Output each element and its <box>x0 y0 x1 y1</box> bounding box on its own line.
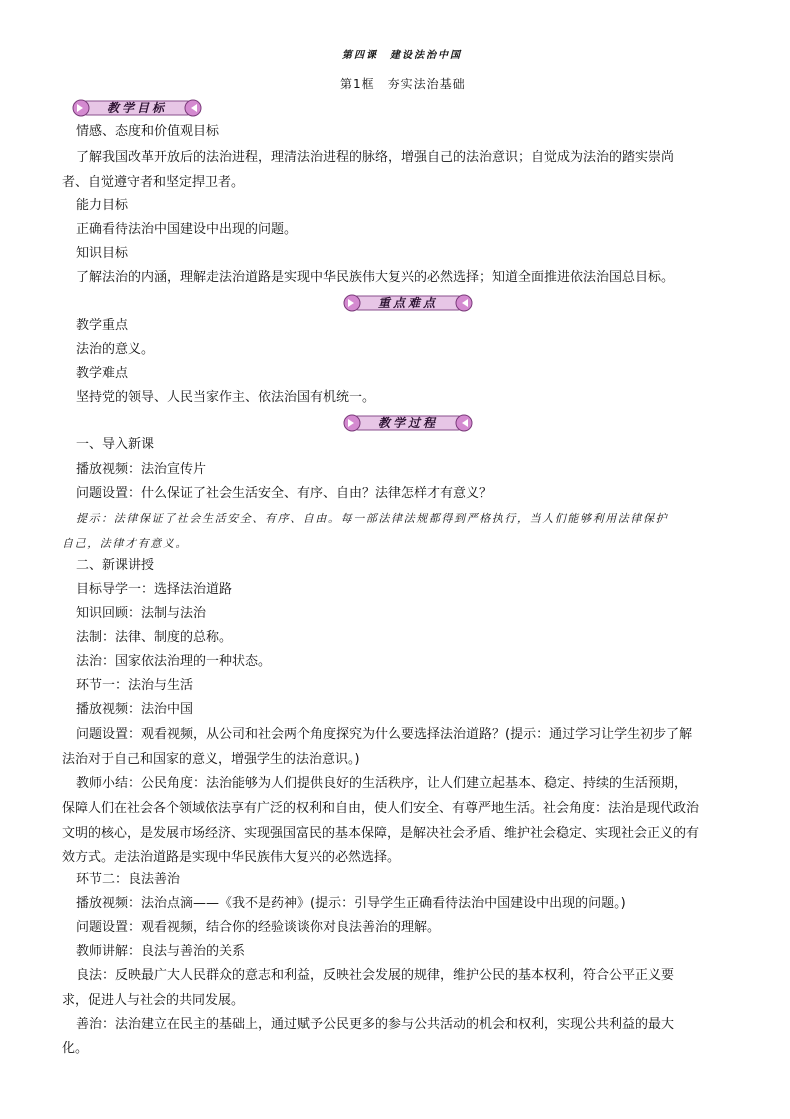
link-one-question-1: 问题设置：观看视频，从公司和社会两个角度探究为什么要选择法治道路？(提示：通过学习让学生初步了解 <box>76 727 693 742</box>
focus-heading: 教学重点 <box>76 318 129 333</box>
difficulty-heading: 教学难点 <box>76 366 129 381</box>
good-governance-2: 化。 <box>62 1041 89 1056</box>
teacher-summary-4: 效方式。走法治道路是实现中华民族伟大复兴的必然选择。 <box>62 850 401 865</box>
knowledge-review: 知识回顾：法制与法治 <box>76 606 207 621</box>
teacher-summary-2: 保障人们在社会各个领域依法享有广泛的权利和自由，使人们安全、有尊严地生活。社会角度：法治是现代政治 <box>62 801 700 816</box>
intro-question: 问题设置：什么保证了社会生活安全、有序、自由？法律怎样才有意义？ <box>76 486 493 501</box>
knowledge-text: 了解法治的内涵，理解走法治道路是实现中华民族伟大复兴的必然选择；知道全面推进依法治国总目标。 <box>76 270 675 285</box>
link-one-question-2: 法治对于自己和国家的意义，增强学生的法治意识。) <box>62 752 360 767</box>
section-intro: 一、导入新课 <box>76 437 155 452</box>
focus-text: 法治的意义。 <box>76 342 155 357</box>
banner-teaching-process <box>343 414 473 432</box>
link-two-video: 播放视频：法治点滴——《我不是药神》(提示：引导学生正确看待法治中国建设中出现的问题。) <box>76 896 626 911</box>
banner-teaching-goals <box>72 99 202 117</box>
teacher-summary-1: 教师小结：公民角度：法治能够为人们提供良好的生活秩序，让人们建立起基本、稳定、持续的生活预期， <box>76 776 688 791</box>
teacher-summary-3: 文明的核心，是发展市场经济、实现强国富民的基本保障，是解决社会矛盾、维护社会稳定、实现社会正义的有 <box>62 826 700 841</box>
ability-heading: 能力目标 <box>76 198 129 213</box>
link-one-video: 播放视频：法治中国 <box>76 702 194 717</box>
banner-key-points <box>343 294 473 312</box>
good-law-1: 良法：反映最广大人民群众的意志和利益，反映社会发展的规律，维护公民的基本权利，符合公平正义要 <box>76 968 675 983</box>
emotion-text-1: 了解我国改革开放后的法治进程，理清法治进程的脉络，增强自己的法治意识；自觉成为法治的踏实崇尚 <box>76 150 675 165</box>
teacher-lecture: 教师讲解：良法与善治的关系 <box>76 944 246 959</box>
fazhi-system-def: 法制：法律、制度的总称。 <box>76 630 233 645</box>
intro-hint-1: 提示：法律保证了社会生活安全、有序、自由。每一部法律法规都得到严格执行，当人们能够利用法律保护 <box>76 512 669 525</box>
goal-one: 目标导学一：选择法治道路 <box>76 582 233 597</box>
intro-video: 播放视频：法治宣传片 <box>76 462 207 477</box>
lesson-title: 第四课 建设法治中国 <box>342 50 462 61</box>
good-governance-1: 善治：法治建立在民主的基础上，通过赋予公民更多的参与公共活动的机会和权利，实现公共利益的最大 <box>76 1017 675 1032</box>
good-law-2: 求，促进人与社会的共同发展。 <box>62 993 245 1008</box>
fazhi-rule-def: 法治：国家依法治理的一种状态。 <box>76 654 272 669</box>
difficulty-text: 坚持党的领导、人民当家作主、依法治国有机统一。 <box>76 390 376 405</box>
intro-hint-2: 自己，法律才有意义。 <box>62 537 188 550</box>
banner-label: 重点难点 <box>377 296 438 310</box>
link-two-question: 问题设置：观看视频，结合你的经验谈谈你对良法善治的理解。 <box>76 920 441 935</box>
section-title: 第1框 夯实法治基础 <box>340 77 466 91</box>
banner-label: 教学目标 <box>106 101 167 115</box>
link-one: 环节一：法治与生活 <box>76 678 194 693</box>
section-new-lesson: 二、新课讲授 <box>76 558 155 573</box>
knowledge-heading: 知识目标 <box>76 246 129 261</box>
ability-text: 正确看待法治中国建设中出现的问题。 <box>76 222 298 237</box>
link-two: 环节二：良法善治 <box>76 872 181 887</box>
emotion-heading: 情感、态度和价值观目标 <box>76 124 220 139</box>
emotion-text-2: 者、自觉遵守者和坚定捍卫者。 <box>62 175 245 190</box>
banner-label: 教学过程 <box>377 416 438 430</box>
